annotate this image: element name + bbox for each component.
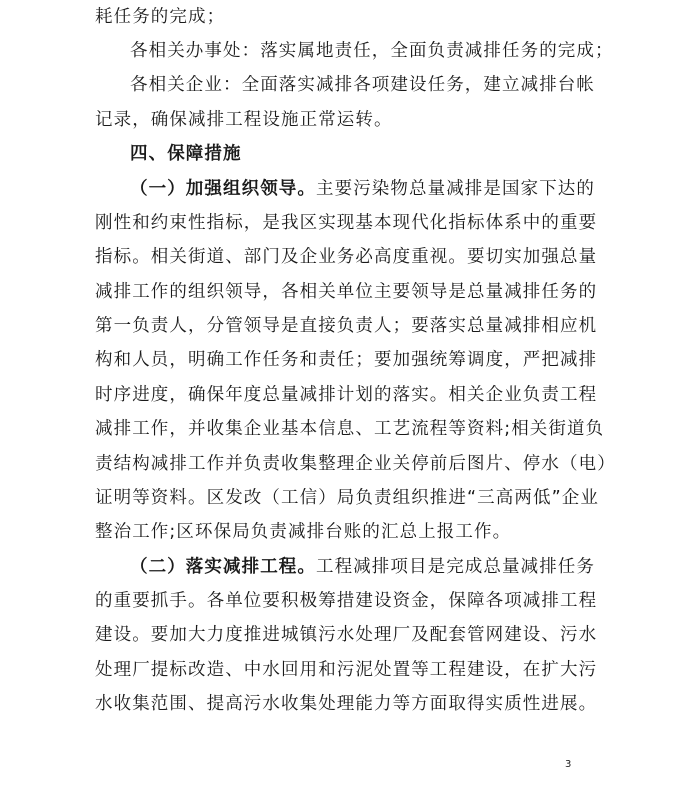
text-line: 水收集范围、提高污水收集处理能力等方面取得实质性进展。	[95, 694, 598, 714]
text-line: 减排工作的组织领导，各相关单位主要领导是总量减排任务的	[95, 282, 598, 302]
subsection-heading: （一）加强组织领导。	[130, 179, 316, 199]
text-line: 构和人员，明确工作任务和责任；要加强统筹调度，严把减排	[95, 350, 598, 370]
paragraph-start	[130, 556, 595, 578]
paragraph-start	[130, 178, 595, 200]
page-number: 3	[565, 759, 572, 770]
subsection-heading: （二）落实减排工程。	[130, 557, 316, 577]
text-line: 刚性和约束性指标，是我区实现基本现代化指标体系中的重要	[95, 213, 598, 233]
section-heading: 四、保障措施	[130, 144, 242, 164]
text-line: 处理厂提标改造、中水回用和污泥处置等工程建设，在扩大污	[95, 660, 598, 680]
text-line: 耗任务的完成；	[95, 7, 226, 27]
text-line: 第一负责人，分管领导是直接负责人；要落实总量减排相应机	[95, 316, 598, 336]
text-line: 整治工作;区环保局负责减排台账的汇总上报工作。	[95, 522, 512, 542]
text-span: 主要污染物总量减排是国家下达的	[316, 179, 595, 199]
text-line: 时序进度，确保年度总量减排计划的落实。相关企业负责工程	[95, 385, 598, 405]
text-span: 工程减排项目是完成总量减排任务	[316, 557, 595, 577]
text-line: 记录，确保减排工程设施正常运转。	[95, 110, 393, 130]
text-line: 减排工作，并收集企业基本信息、工艺流程等资料;相关街道负	[95, 419, 605, 439]
text-line: 建设。要加大力度推进城镇污水处理厂及配套管网建设、污水	[95, 625, 598, 645]
text-line: 责结构减排工作并负责收集整理企业关停前后图片、停水（电）	[95, 454, 616, 474]
text-line: 证明等资料。区发改（工信）局负责组织推进“三高两低”企业	[95, 488, 599, 508]
text-line: 的重要抓手。各单位要积极筹措建设资金，保障各项减排工程	[95, 591, 598, 611]
text-line: 各相关企业：全面落实减排各项建设任务，建立减排台帐	[130, 75, 595, 95]
text-line: 指标。相关街道、部门及企业务必高度重视。要切实加强总量	[95, 247, 598, 267]
text-line: 各相关办事处：落实属地责任，全面负责减排任务的完成；	[130, 41, 614, 61]
